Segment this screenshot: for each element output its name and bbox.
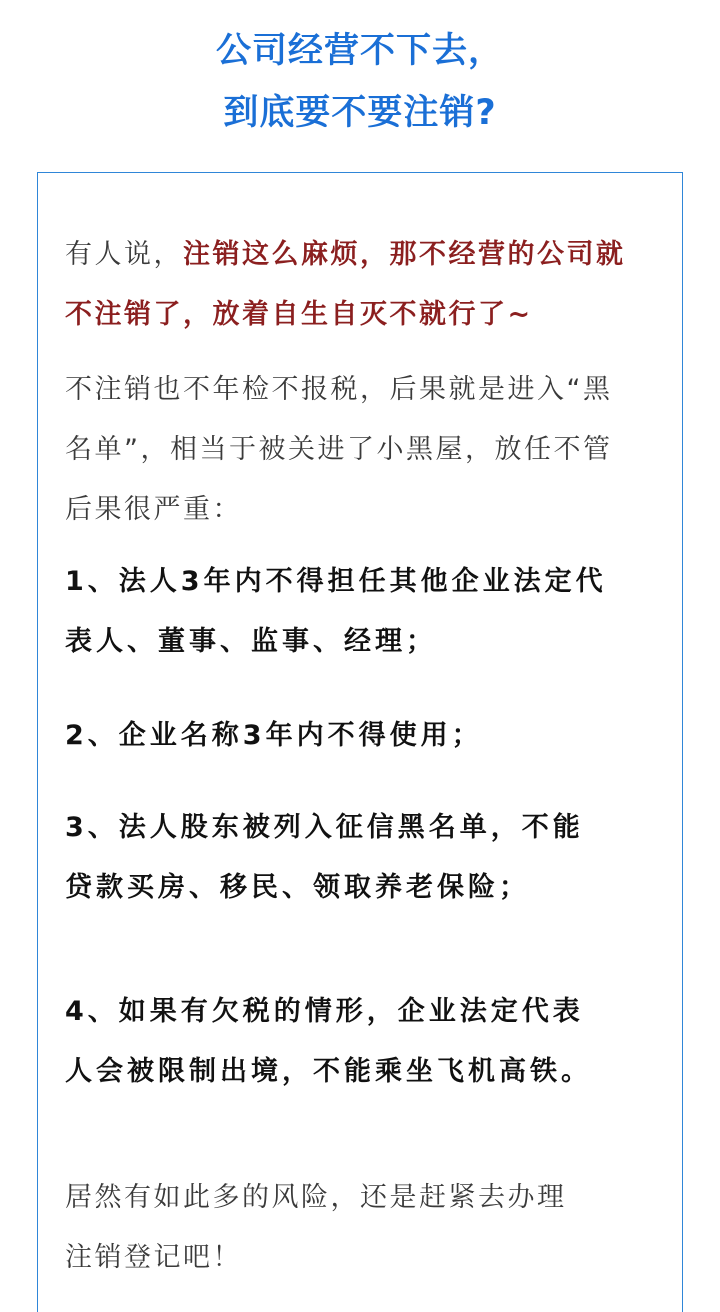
intro-prefix: 有人说， [65,239,183,270]
list-item-3 [65,798,665,918]
intro-highlight-2: 不注销了，放着自生自灭不就行了~ [65,299,533,330]
list-item-3-line-1: 3、法人股东被列入征信黑名单，不能 [65,812,584,843]
title-line-1: 公司经营不下去， [215,31,504,71]
list-item-2-line-1: 2、企业名称3年内不得使用； [65,720,483,751]
closing-paragraph [65,1168,665,1288]
list-item-4-line-2: 人会被限制出境，不能乘坐飞机高铁。 [65,1056,592,1087]
intro-highlight-1: 注销这么麻烦，那不经营的公司就 [183,239,626,270]
consequence-paragraph [65,360,665,540]
intro-paragraph [65,225,665,345]
list-item-3-line-2: 贷款买房、移民、领取养老保险； [65,872,530,903]
closing-line-1: 居然有如此多的风险，还是赶紧去办理 [65,1182,567,1213]
closing-line-2: 注销登记吧！ [65,1242,242,1273]
title-line-2: 到底要不要注销? [223,93,497,133]
article-title [0,20,720,144]
list-item-1 [65,552,665,672]
consequence-line-3: 后果很严重： [65,494,242,525]
consequence-line-2: 名单”，相当于被关进了小黑屋，放任不管 [65,434,613,465]
intro-line-1 [65,225,665,285]
list-item-2 [65,706,665,766]
list-item-1-line-1: 1、法人3年内不得担任其他企业法定代 [65,566,607,597]
consequence-line-1: 不注销也不年检不报税，后果就是进入“黑 [65,374,613,405]
list-item-4-line-1: 4、如果有欠税的情形，企业法定代表 [65,996,584,1027]
list-item-4 [65,982,665,1102]
list-item-1-line-2: 表人、董事、监事、经理； [65,626,437,657]
